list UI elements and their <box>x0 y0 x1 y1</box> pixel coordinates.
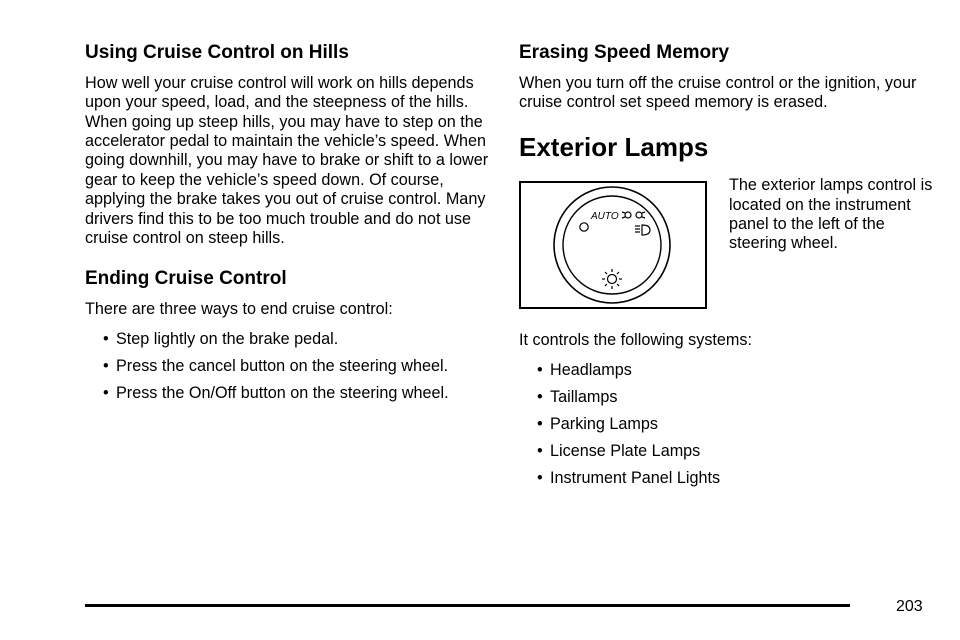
panel-lights-icon <box>602 269 622 289</box>
erasing-body: When you turn off the cruise control or the ignition, your cruise control set speed memory is erased. <box>519 73 917 112</box>
headlamp-icon <box>635 225 650 235</box>
off-position-icon <box>580 223 588 231</box>
erasing-heading: Erasing Speed Memory <box>519 42 730 63</box>
exterior-intro: It controls the following systems: <box>519 331 753 350</box>
exterior-figure-row <box>519 176 933 313</box>
ending-intro: There are three ways to end cruise control: <box>85 300 393 319</box>
left-column <box>85 42 495 411</box>
hills-heading: Using Cruise Control on Hills <box>85 42 349 63</box>
ending-heading: Ending Cruise Control <box>85 268 287 290</box>
list-item: • Taillamps <box>537 388 929 407</box>
parking-lamps-icon <box>622 212 645 218</box>
list-item: • Instrument Panel Lights <box>537 469 929 488</box>
list-item: • Press the cancel button on the steering wheel. <box>103 357 495 376</box>
list-item: • Parking Lamps <box>537 415 929 434</box>
lamp-control-illustration <box>519 181 707 309</box>
lamp-dial-icon <box>521 183 705 307</box>
list-item: • Headlamps <box>537 361 929 380</box>
list-item: • Press the On/Off button on the steering wheel. <box>103 384 495 403</box>
exterior-list <box>519 361 929 488</box>
footer-rule <box>85 604 850 607</box>
list-item: • Step lightly on the brake pedal. <box>103 330 495 349</box>
exterior-figure-text: The exterior lamps control is located on the instrument panel to the left of the steering wheel. <box>729 176 933 253</box>
exterior-heading: Exterior Lamps <box>519 131 709 162</box>
auto-label: AUTO <box>591 211 619 223</box>
list-item: • License Plate Lamps <box>537 442 929 461</box>
hills-body: How well your cruise control will work on hills depends upon your speed, load, and the steepness of the hills. When going up steep hills, you may have to step on the accelerator pedal to maintain the vehicle’s speed. When going downhill, you may have to brake or shift to a lower gear to keep the vehicle’s speed down. Of course, applying the brake takes you out of cruise control. Many drivers find this to be too much trouble and do not use cruise control on steep hills. <box>85 73 489 248</box>
right-column <box>519 42 933 496</box>
page-number: 203 <box>896 598 923 615</box>
ending-list <box>85 330 495 403</box>
